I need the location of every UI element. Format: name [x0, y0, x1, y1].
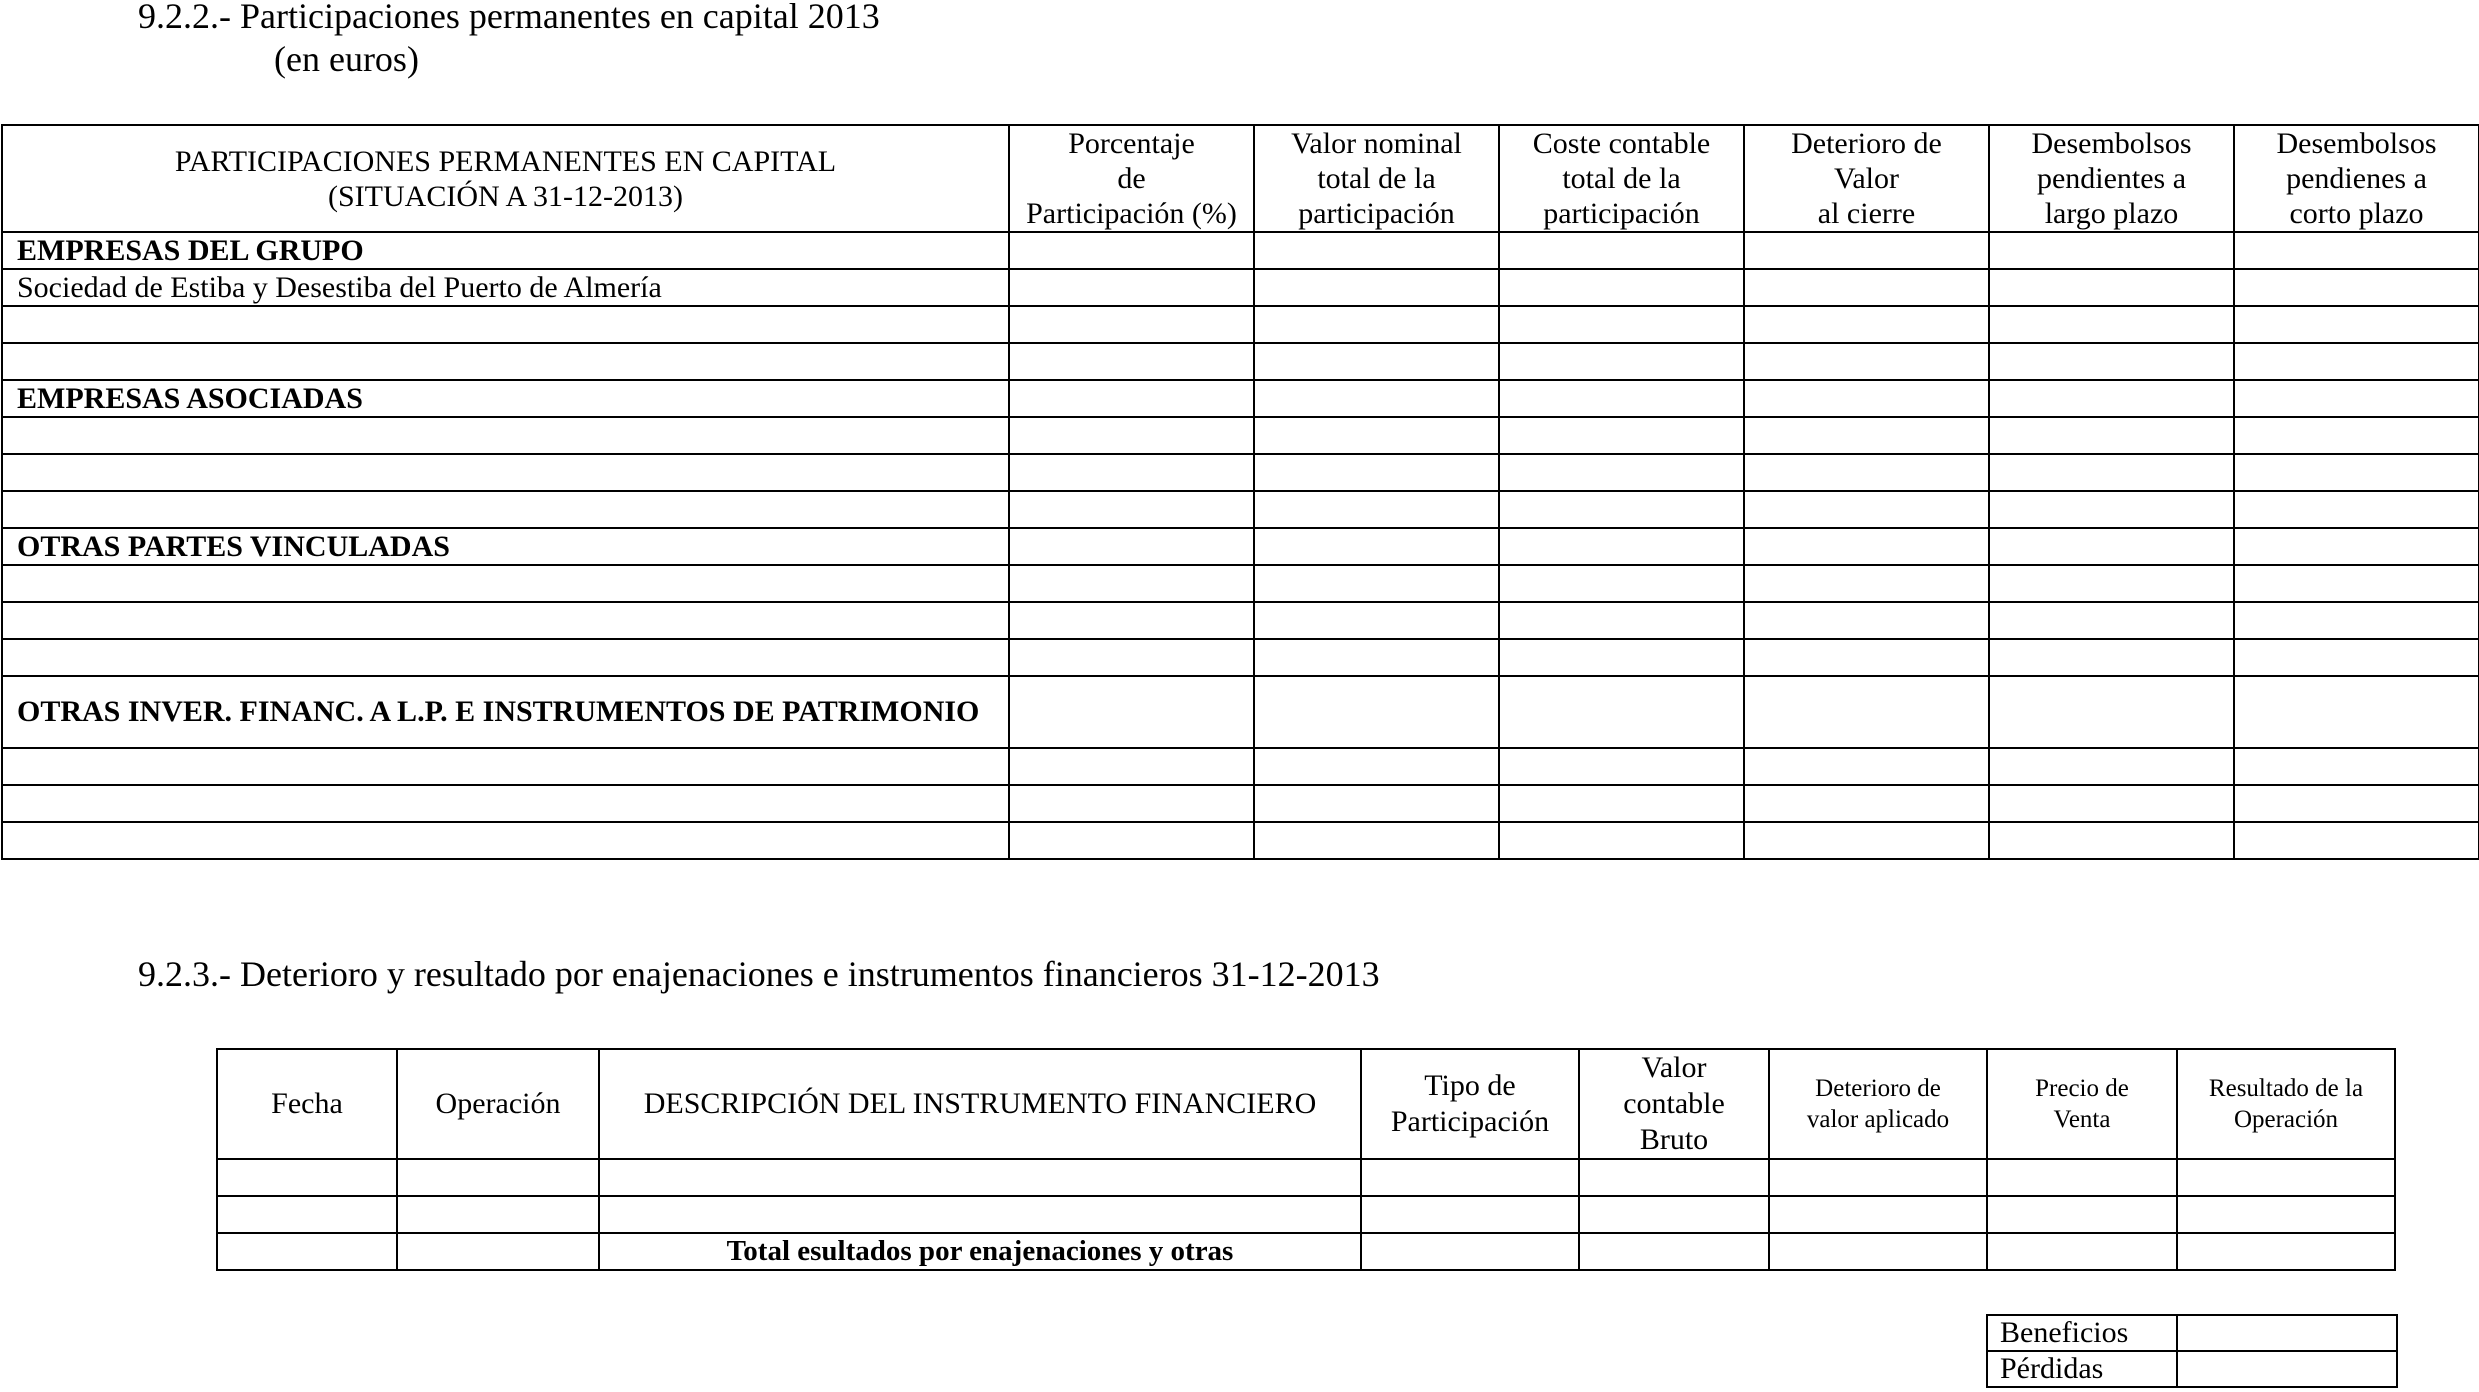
- table-row: [2, 639, 2479, 676]
- table-row: [2, 528, 2479, 565]
- participaciones-table: [1, 124, 2479, 860]
- section1-subtitle: (en euros): [274, 39, 419, 79]
- header-fecha: Fecha: [217, 1049, 397, 1159]
- table-row: [2, 676, 2479, 748]
- header-main-line1: PARTICIPACIONES PERMANENTES EN CAPITAL: [174, 144, 837, 178]
- row-label-empresas-grupo: EMPRESAS DEL GRUPO: [2, 232, 1009, 269]
- total-label: Total esultados por enajenaciones y otras: [599, 1233, 1361, 1270]
- perdidas-row: [1987, 1351, 2397, 1387]
- table-row: [2, 343, 2479, 380]
- row-label-otras-inversiones: OTRAS INVER. FINANC. A L.P. E INSTRUMENTOS DE PATRIMONIO: [2, 676, 1009, 748]
- row-label-empresas-asociadas: EMPRESAS ASOCIADAS: [2, 380, 1009, 417]
- header-participaciones: [2, 125, 1009, 232]
- perdidas-value: [2177, 1351, 2397, 1387]
- row-label-sociedad-estiba: Sociedad de Estiba y Desestiba del Puerto de Almería: [2, 269, 1009, 306]
- beneficios-value: [2177, 1315, 2397, 1351]
- table-row: [2, 269, 2479, 306]
- table-row: [2, 380, 2479, 417]
- total-row: [217, 1233, 2395, 1270]
- participaciones-header-row: [2, 125, 2479, 232]
- table-row: [2, 306, 2479, 343]
- deterioro-header-row: [217, 1049, 2395, 1159]
- header-valor-nominal: Valor nominal total de la participación: [1254, 125, 1499, 232]
- beneficios-row: [1987, 1315, 2397, 1351]
- header-main-line2: (SITUACIÓN A 31-12-2013): [328, 179, 683, 213]
- table-row: [2, 602, 2479, 639]
- section2-title: 9.2.3.- Deterioro y resultado por enajenaciones e instrumentos financieros 31-12-2013: [138, 954, 1380, 994]
- table-row: [2, 748, 2479, 785]
- table-row: [217, 1196, 2395, 1233]
- header-desembolsos-largo: Desembolsos pendientes a largo plazo: [1989, 125, 2234, 232]
- table-row: [2, 785, 2479, 822]
- table-row: [217, 1159, 2395, 1196]
- header-coste-contable: Coste contable total de la participación: [1499, 125, 1744, 232]
- header-descripcion: DESCRIPCIÓN DEL INSTRUMENTO FINANCIERO: [599, 1049, 1361, 1159]
- section1-title: 9.2.2.- Participaciones permanentes en capital 2013: [138, 0, 880, 36]
- perdidas-label: Pérdidas: [1987, 1351, 2177, 1387]
- table-row: [2, 491, 2479, 528]
- header-desembolsos-corto: Desembolsos pendienes a corto plazo: [2234, 125, 2479, 232]
- beneficios-label: Beneficios: [1987, 1315, 2177, 1351]
- table-row: [2, 232, 2479, 269]
- header-precio-venta: Precio de Venta: [1987, 1049, 2177, 1159]
- table-row: [2, 822, 2479, 859]
- header-resultado-operacion: Resultado de la Operación: [2177, 1049, 2395, 1159]
- table-row: [2, 565, 2479, 602]
- deterioro-table: [216, 1048, 2396, 1271]
- summary-table: [1986, 1314, 2398, 1388]
- header-operacion: Operación: [397, 1049, 599, 1159]
- row-label-otras-partes: OTRAS PARTES VINCULADAS: [2, 528, 1009, 565]
- table-row: [2, 454, 2479, 491]
- header-deterioro: Deterioro de Valor al cierre: [1744, 125, 1989, 232]
- header-valor-contable: Valor contable Bruto: [1579, 1049, 1769, 1159]
- header-deterioro-aplicado: Deterioro de valor aplicado: [1769, 1049, 1987, 1159]
- header-porcentaje: Porcentaje de Participación (%): [1009, 125, 1254, 232]
- table-row: [2, 417, 2479, 454]
- header-tipo-participacion: Tipo de Participación: [1361, 1049, 1579, 1159]
